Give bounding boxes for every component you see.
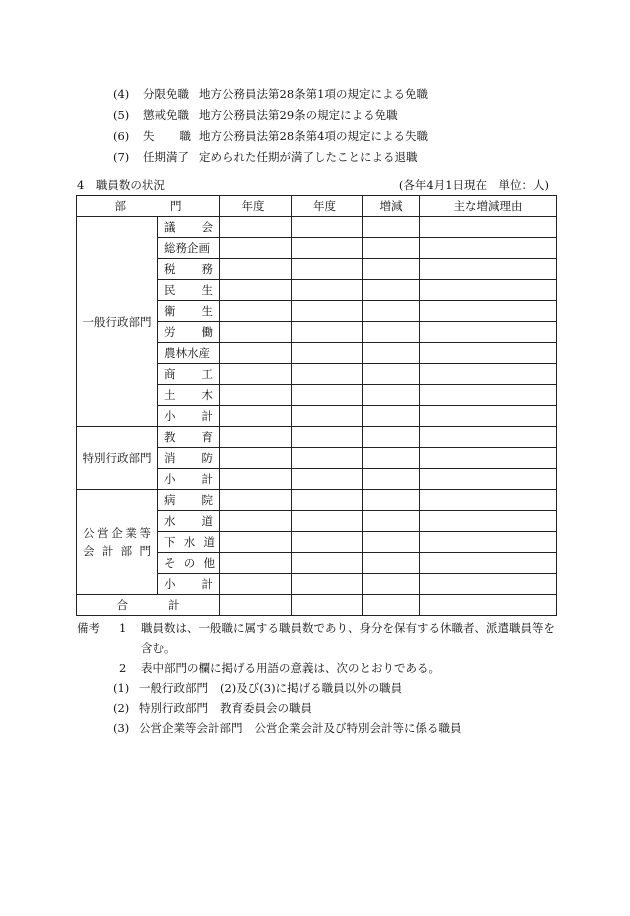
cell-year1[interactable] <box>220 322 292 343</box>
cell-year2[interactable] <box>292 595 363 616</box>
cell-year2[interactable] <box>292 511 363 532</box>
group-general: 一般行政部門 <box>77 217 158 427</box>
cell-reason[interactable] <box>420 553 557 574</box>
cell-change[interactable] <box>363 490 420 511</box>
cell-year1[interactable] <box>220 553 292 574</box>
cell-reason[interactable] <box>420 511 557 532</box>
row-label: 民 生 <box>158 280 220 301</box>
cell-change[interactable] <box>363 364 420 385</box>
row-label: 総務企画 <box>158 238 220 259</box>
definition-text: 教育委員会の職員 <box>220 701 312 715</box>
cell-year1[interactable] <box>220 343 292 364</box>
cell-change[interactable] <box>363 259 420 280</box>
cell-year2[interactable] <box>292 301 363 322</box>
cell-year1[interactable] <box>220 259 292 280</box>
list-item <box>113 105 428 126</box>
cell-year1[interactable] <box>220 364 292 385</box>
cell-year2[interactable] <box>292 322 363 343</box>
cell-year1[interactable] <box>220 574 292 595</box>
cell-reason[interactable] <box>420 217 557 238</box>
row-label: 農林水産 <box>158 343 220 364</box>
year1-header: 年度 <box>220 196 292 217</box>
row-label: 小 計 <box>158 469 220 490</box>
cell-year1[interactable] <box>220 427 292 448</box>
table-row <box>77 427 557 448</box>
row-label: 小 計 <box>158 406 220 427</box>
cell-year1[interactable] <box>220 532 292 553</box>
row-label: 水 道 <box>158 511 220 532</box>
cell-year1[interactable] <box>220 301 292 322</box>
cell-year2[interactable] <box>292 280 363 301</box>
cell-reason[interactable] <box>420 364 557 385</box>
cell-year2[interactable] <box>292 553 363 574</box>
definition-text: (2)及び(3)に掲げる職員以外の職員 <box>220 681 403 695</box>
definition-number: (2) <box>113 701 130 715</box>
definition-item <box>77 698 557 718</box>
group-name-line: 公営企業等 <box>83 526 151 540</box>
cell-year2[interactable] <box>292 574 363 595</box>
cell-reason[interactable] <box>420 490 557 511</box>
definition-number: (3) <box>113 721 130 735</box>
group-name-line: 会計部門 <box>83 544 151 558</box>
cell-reason[interactable] <box>420 259 557 280</box>
cell-year2[interactable] <box>292 259 363 280</box>
item-term: 懲戒免職 <box>143 108 189 122</box>
cell-change[interactable] <box>363 280 420 301</box>
cell-reason[interactable] <box>420 406 557 427</box>
table-header-row <box>77 196 557 217</box>
remarks-label: 備考 <box>77 621 100 635</box>
cell-change[interactable] <box>363 217 420 238</box>
remarks <box>77 618 557 738</box>
cell-change[interactable] <box>363 553 420 574</box>
cell-reason[interactable] <box>420 469 557 490</box>
row-label: 衛 生 <box>158 301 220 322</box>
cell-change[interactable] <box>363 511 420 532</box>
definition-term: 公営企業等会計部門 <box>139 721 243 735</box>
row-label: 商 工 <box>158 364 220 385</box>
cell-change[interactable] <box>363 322 420 343</box>
term-char: 失 <box>143 129 155 143</box>
cell-change[interactable] <box>363 595 420 616</box>
cell-change[interactable] <box>363 343 420 364</box>
row-label: そ の 他 <box>158 553 220 574</box>
cell-change[interactable] <box>363 301 420 322</box>
row-label: 税 務 <box>158 259 220 280</box>
row-label: 教 育 <box>158 427 220 448</box>
cell-reason[interactable] <box>420 574 557 595</box>
cell-year1[interactable] <box>220 385 292 406</box>
total-row <box>77 595 557 616</box>
item-number: (5) <box>113 108 130 122</box>
remark-text: 表中部門の欄に掲げる用語の意義は、次のとおりである。 <box>141 661 440 675</box>
item-desc: 定められた任期が満了したことによる退職 <box>199 150 418 164</box>
list-item <box>113 84 428 105</box>
reason-header: 主な増減理由 <box>420 196 557 217</box>
remark-text: 職員数は、一般職に属する職員数であり、身分を保有する休職者、派遣職員等を含む。 <box>141 621 555 655</box>
cell-year1[interactable] <box>220 217 292 238</box>
cell-change[interactable] <box>363 427 420 448</box>
cell-reason[interactable] <box>420 595 557 616</box>
row-label: 労 働 <box>158 322 220 343</box>
row-label: 小 計 <box>158 574 220 595</box>
remark-number: 2 <box>119 661 127 675</box>
item-term: 分限免職 <box>143 87 189 101</box>
cell-year1[interactable] <box>220 280 292 301</box>
staff-count-table <box>76 195 557 616</box>
cell-year1[interactable] <box>220 490 292 511</box>
row-label: 消 防 <box>158 448 220 469</box>
cell-year2[interactable] <box>292 406 363 427</box>
item-number: (6) <box>113 129 130 143</box>
separation-types-list <box>113 84 428 168</box>
section-title: 4 職員数の状況 <box>77 178 165 192</box>
cell-year1[interactable] <box>220 406 292 427</box>
cell-change[interactable] <box>363 385 420 406</box>
cell-change[interactable] <box>363 469 420 490</box>
cell-change[interactable] <box>363 448 420 469</box>
group-public-enterprise <box>77 490 158 595</box>
item-desc: 地方公務員法第28条第4項の規定による失職 <box>199 129 428 143</box>
cell-change[interactable] <box>363 532 420 553</box>
item-number: (4) <box>113 87 130 101</box>
cell-year1[interactable] <box>220 448 292 469</box>
cell-year1[interactable] <box>220 469 292 490</box>
total-label: 合 計 <box>77 595 220 616</box>
row-label: 病 院 <box>158 490 220 511</box>
cell-reason[interactable] <box>420 301 557 322</box>
row-label: 土 木 <box>158 385 220 406</box>
table-row <box>77 217 557 238</box>
cell-reason[interactable] <box>420 238 557 259</box>
dept-header: 部 門 <box>77 196 220 217</box>
term-char: 職 <box>179 129 191 143</box>
cell-year2[interactable] <box>292 343 363 364</box>
item-term: 任期満了 <box>143 150 189 164</box>
cell-year1[interactable] <box>220 238 292 259</box>
definition-item <box>77 718 557 738</box>
cell-reason[interactable] <box>420 322 557 343</box>
list-item <box>113 147 428 168</box>
item-term <box>143 126 191 147</box>
row-label: 議 会 <box>158 217 220 238</box>
definition-item <box>77 678 557 698</box>
definition-text: 公営企業会計及び特別会計等に係る職員 <box>254 721 462 735</box>
year2-header: 年度 <box>292 196 363 217</box>
cell-reason[interactable] <box>420 343 557 364</box>
cell-year2[interactable] <box>292 448 363 469</box>
cell-year2[interactable] <box>292 532 363 553</box>
cell-year1[interactable] <box>220 511 292 532</box>
cell-reason[interactable] <box>420 448 557 469</box>
definition-term: 特別行政部門 <box>139 701 208 715</box>
section-note: (各年4月1日現在 単位：人) <box>398 178 549 192</box>
cell-year2[interactable] <box>292 469 363 490</box>
definition-number: (1) <box>113 681 130 695</box>
item-desc: 地方公務員法第29条の規定による免職 <box>199 108 398 122</box>
cell-change[interactable] <box>363 406 420 427</box>
change-header: 増減 <box>363 196 420 217</box>
cell-change[interactable] <box>363 574 420 595</box>
cell-year2[interactable] <box>292 385 363 406</box>
group-special: 特別行政部門 <box>77 427 158 490</box>
cell-reason[interactable] <box>420 427 557 448</box>
cell-reason[interactable] <box>420 280 557 301</box>
row-label: 下 水 道 <box>158 532 220 553</box>
list-item <box>113 126 428 147</box>
definition-term: 一般行政部門 <box>139 681 208 695</box>
cell-change[interactable] <box>363 238 420 259</box>
cell-year2[interactable] <box>292 217 363 238</box>
cell-year2[interactable] <box>292 364 363 385</box>
remark-2 <box>77 658 557 678</box>
cell-reason[interactable] <box>420 385 557 406</box>
section-heading <box>77 176 555 194</box>
table-row <box>77 490 557 511</box>
cell-year1[interactable] <box>220 595 292 616</box>
cell-reason[interactable] <box>420 532 557 553</box>
cell-year2[interactable] <box>292 427 363 448</box>
cell-year2[interactable] <box>292 490 363 511</box>
cell-year2[interactable] <box>292 238 363 259</box>
remark-number: 1 <box>119 621 127 635</box>
item-number: (7) <box>113 150 130 164</box>
remark-1 <box>77 618 557 658</box>
item-desc: 地方公務員法第28条第1項の規定による免職 <box>199 87 428 101</box>
